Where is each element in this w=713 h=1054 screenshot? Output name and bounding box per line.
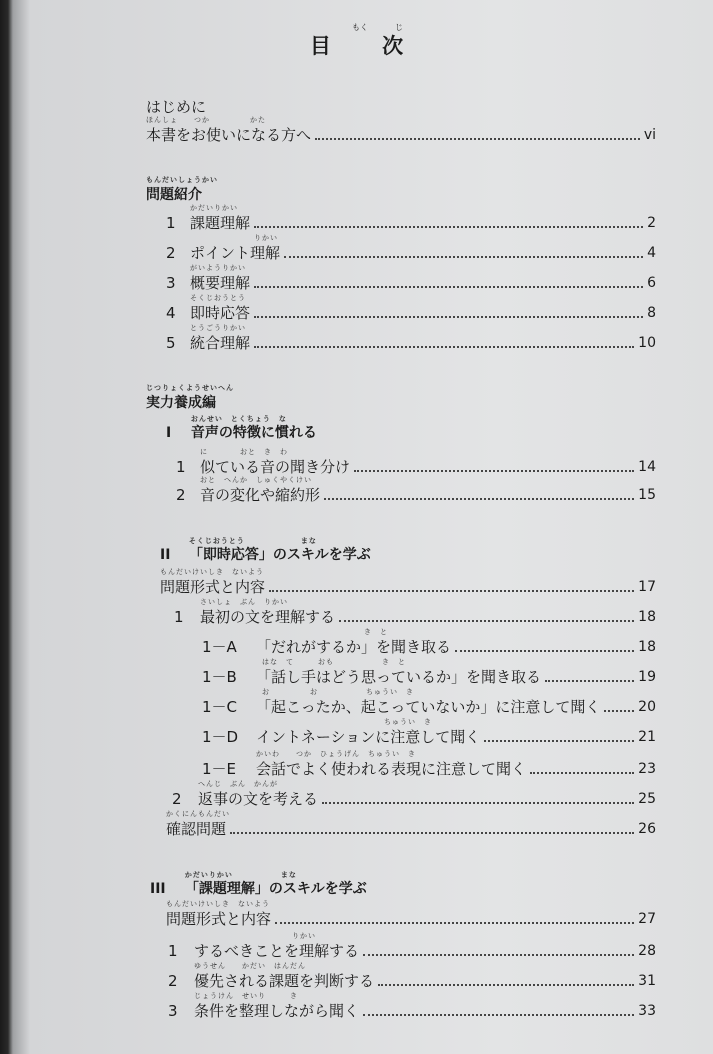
toc-entry-label: はな て おも き と 「話し手はどう思っているか」を聞き取る	[256, 658, 542, 686]
page-number: 10	[638, 335, 656, 351]
toc-entry-label: ちゅうい き イントネーションに注意して聞く	[256, 718, 481, 746]
item-number: 1	[166, 214, 176, 232]
item-number: 5	[166, 334, 176, 352]
page-number: 17	[638, 579, 656, 595]
toc-entry-label: じょうけん せいり き 条件を整理しながら聞く	[194, 992, 360, 1020]
toc-entry-label: りかい するべきことを理解する	[194, 932, 360, 960]
toc-entry[interactable]	[202, 718, 656, 746]
toc-entry[interactable]	[168, 992, 656, 1020]
item-number: 3	[168, 1002, 178, 1020]
toc-entry[interactable]	[166, 204, 656, 232]
toc-entry-label: もんだいけいしき ないよう 問題形式と内容	[166, 900, 272, 928]
part-heading-1: I おんせい とくちょう な 音声の特徴に慣れる	[166, 415, 317, 441]
dot-leader	[354, 469, 634, 472]
dot-leader	[363, 1013, 634, 1016]
part-heading-2: II そくじおうとう まな 「即時応答」のスキルを学ぶ	[160, 537, 371, 563]
item-number: 2	[168, 972, 178, 990]
dot-leader	[254, 285, 643, 288]
page-number: 15	[638, 487, 656, 503]
toc-entry-label: りかい ポイント理解	[190, 234, 281, 262]
toc-entry-label: そくじおうとう 即時応答	[190, 294, 251, 322]
item-number: 4	[166, 304, 176, 322]
dot-leader	[275, 921, 634, 924]
toc-entry[interactable]	[166, 264, 656, 292]
page-number: 19	[638, 669, 656, 685]
dot-leader	[339, 619, 634, 622]
dot-leader	[378, 983, 634, 986]
page-number: 8	[647, 305, 656, 321]
dot-leader	[315, 137, 640, 140]
item-number: 2	[166, 244, 176, 262]
toc-entry-label: がいようりかい 概要理解	[190, 264, 251, 292]
toc-entry[interactable]	[172, 780, 656, 808]
part-heading-3: III かだいりかい まな 「課題理解」のスキルを学ぶ	[150, 871, 367, 897]
item-number: 1－A	[202, 638, 237, 656]
page-number: 26	[638, 821, 656, 837]
title-ruby-left: もく	[352, 23, 368, 32]
page-number: 21	[638, 729, 656, 745]
item-number: 1	[174, 608, 184, 626]
item-number: 1－C	[202, 698, 238, 716]
dot-leader	[269, 589, 634, 592]
toc-entry[interactable]	[160, 568, 656, 596]
toc-entry[interactable]	[174, 598, 656, 626]
toc-entry[interactable]	[166, 294, 656, 322]
page-number: vi	[643, 127, 656, 143]
section-heading-mondai-shoukai: もんだいしょうかい 問題紹介	[146, 176, 218, 203]
toc-entry[interactable]	[166, 234, 656, 262]
item-number: 1－D	[202, 728, 239, 746]
furigana: もんだいしょうかい	[146, 176, 218, 184]
item-number: 1－E	[202, 760, 237, 778]
page-title	[0, 23, 713, 60]
page-number: 28	[638, 943, 656, 959]
item-number: 2	[172, 790, 182, 808]
toc-entry[interactable]	[166, 324, 656, 352]
dot-leader	[545, 679, 634, 682]
toc-entry[interactable]	[166, 810, 656, 838]
toc-entry[interactable]	[202, 750, 656, 778]
item-number: 1	[176, 458, 186, 476]
dot-leader	[484, 739, 634, 742]
page-title-text: 目 次	[309, 34, 426, 58]
toc-entry-label: かくにんもんだい 確認問題	[166, 810, 230, 838]
item-number: 1	[168, 942, 178, 960]
toc-entry-label: に おと き わ 似ている音の聞き分け	[200, 448, 351, 476]
title-ruby-right: じ	[395, 23, 403, 32]
page-number: 23	[638, 761, 656, 777]
toc-entry-label: かいわ つか ひょうげん ちゅうい き 会話でよく使われる表現に注意して聞く	[256, 750, 527, 778]
toc-entry[interactable]	[202, 688, 656, 716]
item-number: 1－B	[202, 668, 237, 686]
toc-entry[interactable]	[168, 932, 656, 960]
page-number: 20	[638, 699, 656, 715]
page-number: 33	[638, 1003, 656, 1019]
toc-entry-label: かだいりかい 課題理解	[190, 204, 251, 232]
toc-entry[interactable]	[202, 658, 656, 686]
page-number: 6	[647, 275, 656, 291]
page-number: 27	[638, 911, 656, 927]
toc-entry-label: へんじ ぶん かんが 返事の文を考える	[198, 780, 319, 808]
dot-leader	[254, 345, 634, 348]
toc-entry-intro[interactable]	[146, 94, 656, 116]
toc-entry-label: もんだいけいしき ないよう 問題形式と内容	[160, 568, 266, 596]
toc-entry-label: お お ちゅうい き 「起こったか、起こっていないか」に注意して聞く	[256, 688, 601, 716]
toc-entry-label: き と 「だれがするか」を聞き取る	[256, 628, 452, 656]
page-number: 2	[647, 215, 656, 231]
page-number: 25	[638, 791, 656, 807]
dot-leader	[322, 801, 634, 804]
toc-entry-label: ゆうせん かだい はんだん 優先される課題を判断する	[194, 962, 375, 990]
furigana: じつりょくようせいへん	[146, 384, 234, 392]
dot-leader	[530, 771, 634, 774]
item-number: 2	[176, 486, 186, 504]
furigana: ほんしょ つか かた	[146, 116, 266, 124]
toc-entry[interactable]	[176, 448, 656, 476]
toc-entry-label: さいしょ ぶん りかい 最初の文を理解する	[200, 598, 336, 626]
toc-entry[interactable]	[168, 962, 656, 990]
dot-leader	[254, 225, 643, 228]
page-number: 14	[638, 459, 656, 475]
dot-leader	[284, 255, 643, 258]
dot-leader	[363, 953, 634, 956]
page-number: 31	[638, 973, 656, 989]
toc-entry-label: はじめに	[146, 98, 207, 116]
toc-entry-label: とうごうりかい 統合理解	[190, 324, 251, 352]
dot-leader	[455, 649, 634, 652]
dot-leader	[324, 497, 634, 500]
toc-entry[interactable]	[202, 628, 656, 656]
toc-entry-reader-note[interactable]	[146, 116, 656, 144]
toc-entry[interactable]	[166, 900, 656, 928]
page-number: 4	[647, 245, 656, 261]
dot-leader	[254, 315, 643, 318]
dot-leader	[604, 709, 634, 712]
item-number: 3	[166, 274, 176, 292]
toc-entry-label: ほんしょ つか かた 本書をお使いになる方へ	[146, 116, 312, 144]
page-number: 18	[638, 639, 656, 655]
toc-entry[interactable]	[176, 476, 656, 504]
dot-leader	[230, 831, 634, 834]
section-heading-jitsuryoku-yousei: じつりょくようせいへん 実力養成編	[146, 384, 234, 411]
toc-entry-label: おと へんか しゅくやくけい 音の変化や縮約形	[200, 476, 321, 504]
page-number: 18	[638, 609, 656, 625]
